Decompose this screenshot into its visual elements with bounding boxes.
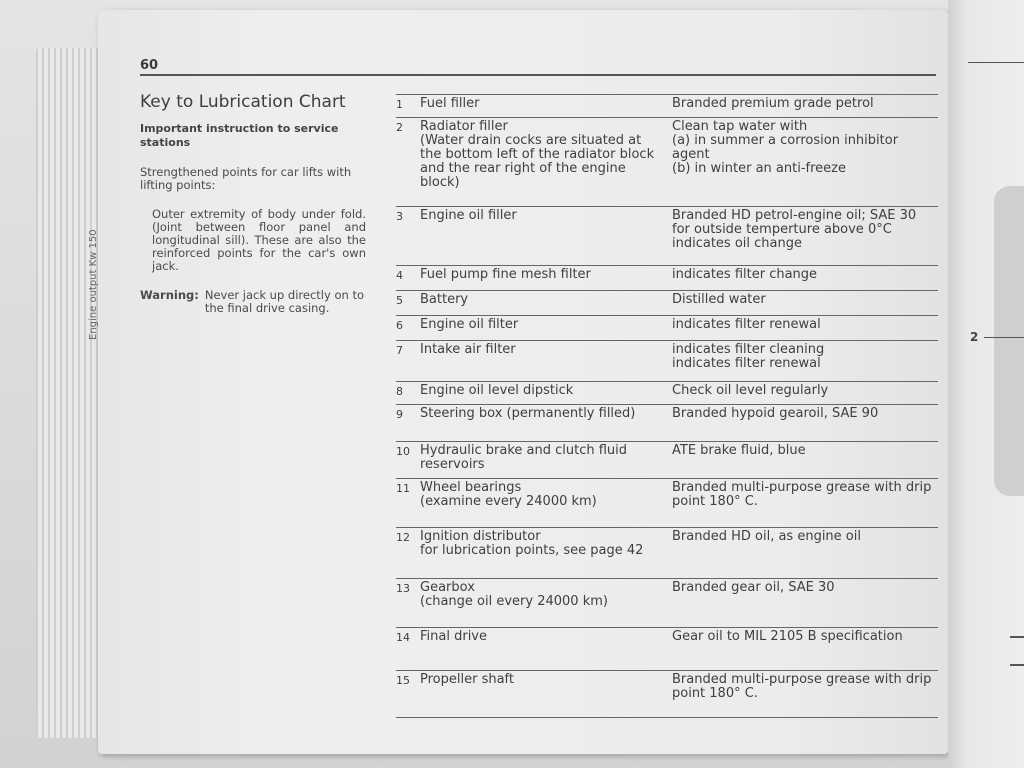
lubrication-point-label: Steering box (permanently filled) [420,406,636,421]
table-row [396,316,938,341]
row-number: 10 [396,445,410,458]
lubrication-point [420,291,666,315]
lubrication-point [420,405,666,441]
table-row [396,528,938,579]
lubricant-spec: Distilled water [672,292,766,307]
lubricant-spec: Gear oil to MIL 2105 B specification [672,629,903,644]
book-page-stack [36,48,106,738]
lubrication-point [420,579,666,627]
lubrication-point [420,118,666,206]
row-number: 12 [396,531,410,544]
lubricant-spec: Branded gear oil, SAE 30 [672,580,835,595]
table-row [396,118,938,207]
row-number: 11 [396,482,410,495]
lubrication-point-label: Engine oil filler [420,208,517,223]
row-number: 8 [396,385,403,398]
lubrication-point [420,95,666,117]
right-page-rule [968,62,1024,63]
lubrication-point [420,442,666,478]
row-number: 3 [396,210,403,223]
lubrication-point [420,266,666,290]
table-row [396,207,938,266]
lubrication-point-note: (examine every 24000 km) [420,494,597,509]
row-number: 15 [396,674,410,687]
lubrication-point [420,671,666,717]
row-number: 4 [396,269,403,282]
lubrication-point-label: Final drive [420,629,487,644]
lubrication-point-note: (change oil every 24000 km) [420,594,608,609]
side-margin-text: Engine output Kw 150 [88,229,99,340]
lubrication-point-label: Gearbox [420,580,475,595]
table-row [396,382,938,405]
figure-mark [1010,636,1024,638]
warning-text: Never jack up directly on to the final drive casing. [204,288,364,315]
lubricant-spec: indicates filter cleaning indicates filter renewal [672,342,825,371]
lubrication-point [420,528,666,578]
table-row [396,579,938,628]
row-number: 6 [396,319,403,332]
lubrication-point-label: Hydraulic brake and clutch fluid reservoirs [420,443,628,472]
right-page-figure [994,186,1024,496]
lubricant-spec: Branded multi-purpose grease with drip point 180° C. [672,480,932,509]
row-number: 7 [396,344,403,357]
table-row [396,291,938,316]
book-page-left [88,10,948,754]
lubrication-point-label: Fuel filler [420,96,480,111]
table-row [396,405,938,442]
lubrication-point-label: Battery [420,292,469,307]
lubrication-point-label: Wheel bearings [420,480,522,495]
lubrication-point [420,316,666,340]
lubrication-point-label: Engine oil filter [420,317,519,332]
table-row [396,479,938,528]
lubrication-point [420,628,666,670]
warning-note [140,289,366,315]
lubricant-spec: Check oil level regularly [672,383,829,398]
lubrication-point [420,382,666,404]
row-number: 5 [396,294,403,307]
lubrication-table [396,94,938,718]
lubrication-point-label: Propeller shaft [420,672,514,687]
figure-mark [1010,664,1024,666]
lubrication-point [420,341,666,381]
warning-label: Warning: [140,288,199,302]
lubricant-spec: Branded hypoid gearoil, SAE 90 [672,406,879,421]
row-number: 1 [396,98,403,111]
lubrication-point-note: for lubrication points, see page 42 [420,543,644,558]
instructions-column [140,92,366,315]
lubrication-point-note: (Water drain cocks are situated at the bottom left of the radiator block and the rear right of the engine block) [420,133,655,190]
lubrication-point-label: Radiator filler [420,119,508,134]
page-number: 60 [140,58,159,73]
lubricant-spec: Branded HD oil, as engine oil [672,529,861,544]
table-row [396,628,938,671]
lubricant-spec: ATE brake fluid, blue [672,443,806,458]
header-rule [140,74,936,76]
row-number: 14 [396,631,410,644]
table-row [396,671,938,718]
row-number: 2 [396,121,403,134]
lift-points-intro: Strengthened points for car lifts with lifting points: [140,165,352,192]
lubrication-point [420,207,666,265]
page-title: Key to Lubrication Chart [140,92,346,112]
important-heading: Important instruction to service stations [140,122,339,149]
lubrication-point [420,479,666,527]
table-row [396,266,938,291]
lubricant-spec: Clean tap water with (a) in summer a corrosion inhibitor agent (b) in winter an anti-freeze [672,119,899,176]
table-row [396,94,938,118]
lift-points-details: Outer extremity of body under fold. (Joint between floor panel and longitudinal sill). These are also the reinforced points for the car's own jack. [152,207,366,273]
figure-callout-line [984,337,1024,338]
row-number: 9 [396,408,403,421]
lubrication-point-label: Ignition distributor [420,529,541,544]
lubrication-point-label: Intake air filter [420,342,516,357]
table-row [396,442,938,479]
lubricant-spec: indicates filter renewal [672,317,821,332]
table-row [396,341,938,382]
figure-callout-label: 2 [970,330,979,344]
lubricant-spec: Branded HD petrol-engine oil; SAE 30 for outside temperture above 0°C indicates oil change [672,208,917,251]
lubricant-spec: indicates filter change [672,267,818,282]
lubricant-spec: Branded premium grade petrol [672,96,874,111]
row-number: 13 [396,582,410,595]
lubricant-spec: Branded multi-purpose grease with drip point 180° C. [672,672,932,701]
lubrication-point-label: Fuel pump fine mesh filter [420,267,591,282]
lubrication-point-label: Engine oil level dipstick [420,383,574,398]
